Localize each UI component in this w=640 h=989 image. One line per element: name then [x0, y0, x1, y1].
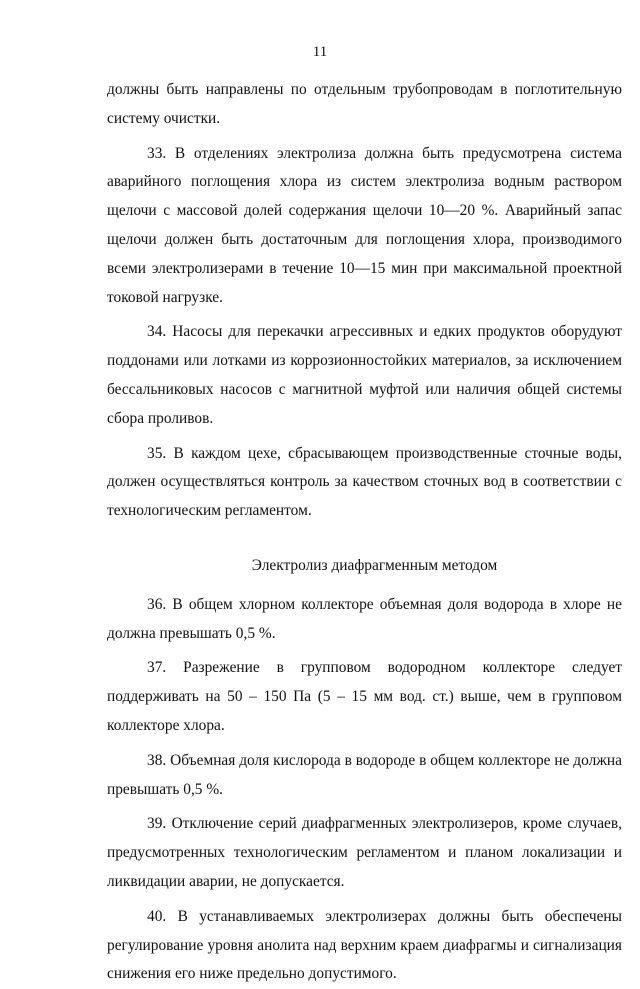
page-number: 11 [312, 44, 328, 60]
paragraph-38: 38. Объемная доля кислорода в водороде в общем коллекторе не должна превышать 0,5 %. [107, 751, 622, 798]
paragraph-39: 39. Отключение серий диафрагменных электролизеров, кроме случаев, предусмотренных технологическим регламентом и планом локализации и ликвидации аварии, не допускается. [107, 815, 622, 890]
paragraph-35: 35. В каждом цехе, сбрасывающем производственные сточные воды, должен осуществляться контроль за качеством сточных вод в соответствии с технологическим регламентом. [107, 444, 622, 520]
paragraph-34: 34. Насосы для перекачки агрессивных и едких продуктов оборудуют поддонами или лотками из коррозионностойких материалов, за исключением бессальниковых насосов с магнитной муфтой или наличия общей системы сбора проливов. [107, 323, 622, 427]
paragraph-37: 37. Разрежение в групповом водородном коллекторе следует поддерживать на 50 – 150 Па (5 – 15 мм вод. ст.) выше, чем в групповом коллекторе хлора. [107, 659, 622, 734]
paragraph-33: 33. В отделениях электролиза должна быть предусмотрена система аварийного поглощения хлора из систем электролиза водным раствором щелочи с массовой долей содержания щелочи 10—20 %. Аварийный запас щелочи должен быть достаточным для поглощения хлора, производимого всеми электролизерами в течение 10—15 мин при максимальной проектной токовой нагрузке. [107, 144, 622, 306]
paragraph-continuation: должны быть направлены по отдельным трубопроводам в поглотительную систему очистки. [107, 81, 622, 127]
section-heading: Электролиз диафрагменным методом [251, 556, 498, 574]
paragraph-36: 36. В общем хлорном коллекторе объемная доля водорода в хлоре не должна превышать 0,5 %. [107, 595, 622, 642]
page-body [107, 76, 622, 989]
paragraph-40: 40. В устанавливаемых электролизерах должны быть обеспечены регулирование уровня анолита над верхним краем диафрагмы и сигнализация снижения его ниже предельно допустимого. [107, 907, 622, 983]
